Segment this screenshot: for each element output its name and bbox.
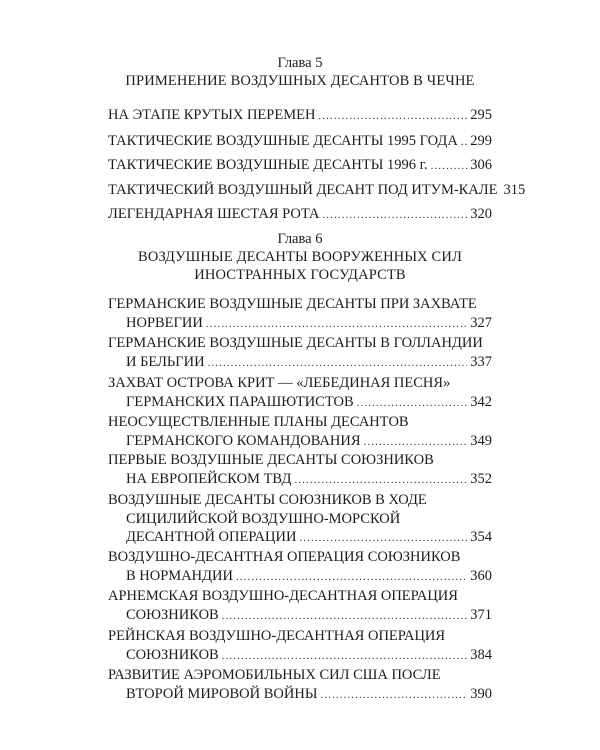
toc-entry-title: ВОЗДУШНЫЕ ДЕСАНТЫ СОЮЗНИКОВ В ХОДЕ — [108, 492, 427, 508]
toc-entry[interactable] — [108, 295, 492, 332]
toc-entry-title: ВОЗДУШНО-ДЕСАНТНАЯ ОПЕРАЦИЯ СОЮЗНИКОВ — [108, 549, 461, 565]
toc-entry-title: ГЕРМАНСКИЕ ВОЗДУШНЫЕ ДЕСАНТЫ ПРИ ЗАХВАТЕ — [108, 296, 477, 312]
toc-entry-title: ГЕРМАНСКИЕ ВОЗДУШНЫЕ ДЕСАНТЫ В ГОЛЛАНДИИ — [108, 335, 483, 351]
leader-dots — [222, 649, 468, 663]
chapter-6-title-line-2: ИНОСТРАННЫХ ГОСУДАРСТВ — [194, 267, 406, 283]
chapter-5-heading — [108, 54, 492, 90]
chapter-6-heading — [108, 230, 492, 284]
toc-entry[interactable] — [108, 451, 492, 488]
toc-entry-page: 360 — [470, 567, 492, 584]
toc-entry-title-cont: СИЦИЛИЙСКОЙ ВОЗДУШНО-МОРСКОЙ — [126, 510, 401, 527]
toc-entry-title-cont: СОЮЗНИКОВ — [126, 646, 219, 663]
toc-entry[interactable] — [108, 106, 492, 125]
toc-entry-title: РАЗВИТИЕ АЭРОМОБИЛЬНЫХ СИЛ США ПОСЛЕ — [108, 667, 441, 683]
toc-entry-title: ПЕРВЫЕ ВОЗДУШНЫЕ ДЕСАНТЫ СОЮЗНИКОВ — [108, 452, 434, 468]
toc-entry-page: 371 — [470, 606, 492, 623]
leader-dots — [357, 396, 468, 410]
toc-entry-title-cont: ГЕРМАНСКИХ ПАРАШЮТИСТОВ — [126, 393, 354, 410]
toc-entry-page: 384 — [470, 646, 492, 663]
chapter-5-label: Глава 5 — [277, 55, 323, 71]
leader-dots — [236, 570, 467, 584]
toc-entry-page: 354 — [470, 529, 492, 545]
toc-entry-title: НА ЭТАПЕ КРУТЫХ ПЕРЕМЕН — [108, 107, 316, 123]
toc-entry-title-cont: НА ЕВРОПЕЙСКОМ ТВД — [126, 470, 292, 487]
toc-entry[interactable] — [108, 491, 492, 547]
leader-dots — [299, 531, 467, 545]
toc-entry[interactable] — [108, 587, 492, 624]
leader-dots — [320, 688, 467, 702]
leader-dots — [431, 159, 468, 173]
leader-dots — [208, 356, 468, 370]
toc-entry-page: 299 — [470, 133, 492, 149]
toc-entry-title-cont: В НОРМАНДИИ — [126, 567, 233, 584]
toc-entry-page: 337 — [470, 353, 492, 370]
leader-dots — [461, 135, 467, 149]
toc-entry-page: 342 — [470, 393, 492, 410]
toc-entry-title-cont: И БЕЛЬГИИ — [126, 353, 205, 370]
toc-entry-page: 315 — [503, 182, 526, 198]
toc-entry-title: ЛЕГЕНДАРНАЯ ШЕСТАЯ РОТА — [108, 206, 320, 222]
toc-entry-page: 352 — [470, 470, 492, 487]
toc-entry[interactable] — [108, 374, 492, 411]
toc-entry[interactable] — [108, 334, 492, 371]
toc-entry-title: НЕОСУЩЕСТВЛЕННЫЕ ПЛАНЫ ДЕСАНТОВ — [108, 414, 409, 430]
toc-entry-title: ТАКТИЧЕСКИЙ ВОЗДУШНЫЙ ДЕСАНТ ПОД ИТУМ-КАЛЕ — [108, 182, 498, 198]
toc-entry-title: ЗАХВАТ ОСТРОВА КРИТ — «ЛЕБЕДИНАЯ ПЕСНЯ» — [108, 375, 451, 391]
toc-entry-title-cont: ГЕРМАНСКОГО КОМАНДОВАНИЯ — [126, 432, 361, 449]
leader-dots — [294, 473, 467, 487]
toc-entry-page: 306 — [470, 157, 492, 173]
toc-entry-title-cont: ДЕСАНТНОЙ ОПЕРАЦИИ — [126, 529, 297, 545]
toc-entry-title-cont: СОЮЗНИКОВ — [126, 606, 219, 623]
toc-entry-title: ТАКТИЧЕСКИЕ ВОЗДУШНЫЕ ДЕСАНТЫ 1996 г. — [108, 157, 428, 173]
toc-entry[interactable] — [108, 413, 492, 450]
toc-entry-title: ТАКТИЧЕСКИЕ ВОЗДУШНЫЕ ДЕСАНТЫ 1995 ГОДА — [108, 133, 458, 149]
toc-entry-page: 327 — [470, 314, 492, 331]
toc-entry-page: 320 — [470, 206, 492, 222]
toc-entry[interactable] — [108, 156, 492, 175]
toc-entry[interactable] — [108, 132, 492, 151]
chapter-6-label: Глава 6 — [277, 231, 323, 247]
leader-dots — [364, 435, 468, 449]
toc-entry-page: 390 — [470, 685, 492, 702]
toc-entry[interactable] — [108, 627, 492, 664]
leader-dots — [318, 109, 467, 123]
leader-dots — [222, 609, 468, 623]
toc-entry-title: РЕЙНСКАЯ ВОЗДУШНО-ДЕСАНТНАЯ ОПЕРАЦИЯ — [108, 628, 446, 644]
toc-entry-page: 295 — [470, 107, 492, 123]
chapter-5-title: ПРИМЕНЕНИЕ ВОЗДУШНЫХ ДЕСАНТОВ В ЧЕЧНЕ — [125, 73, 475, 89]
toc-entry-title: АРНЕМСКАЯ ВОЗДУШНО-ДЕСАНТНАЯ ОПЕРАЦИЯ — [108, 588, 458, 604]
leader-dots — [206, 317, 467, 331]
toc-entry-title-cont: НОРВЕГИИ — [126, 314, 203, 331]
toc-entry[interactable] — [108, 666, 492, 703]
leader-dots — [322, 208, 467, 222]
toc-entry-page: 349 — [470, 432, 492, 449]
toc-entry[interactable] — [108, 205, 492, 224]
toc-entry[interactable] — [108, 181, 526, 200]
toc-entry[interactable] — [108, 548, 492, 585]
chapter-6-title-line-1: ВОЗДУШНЫЕ ДЕСАНТЫ ВООРУЖЕННЫХ СИЛ — [138, 249, 462, 265]
toc-entry-title-cont: ВТОРОЙ МИРОВОЙ ВОЙНЫ — [126, 685, 318, 702]
